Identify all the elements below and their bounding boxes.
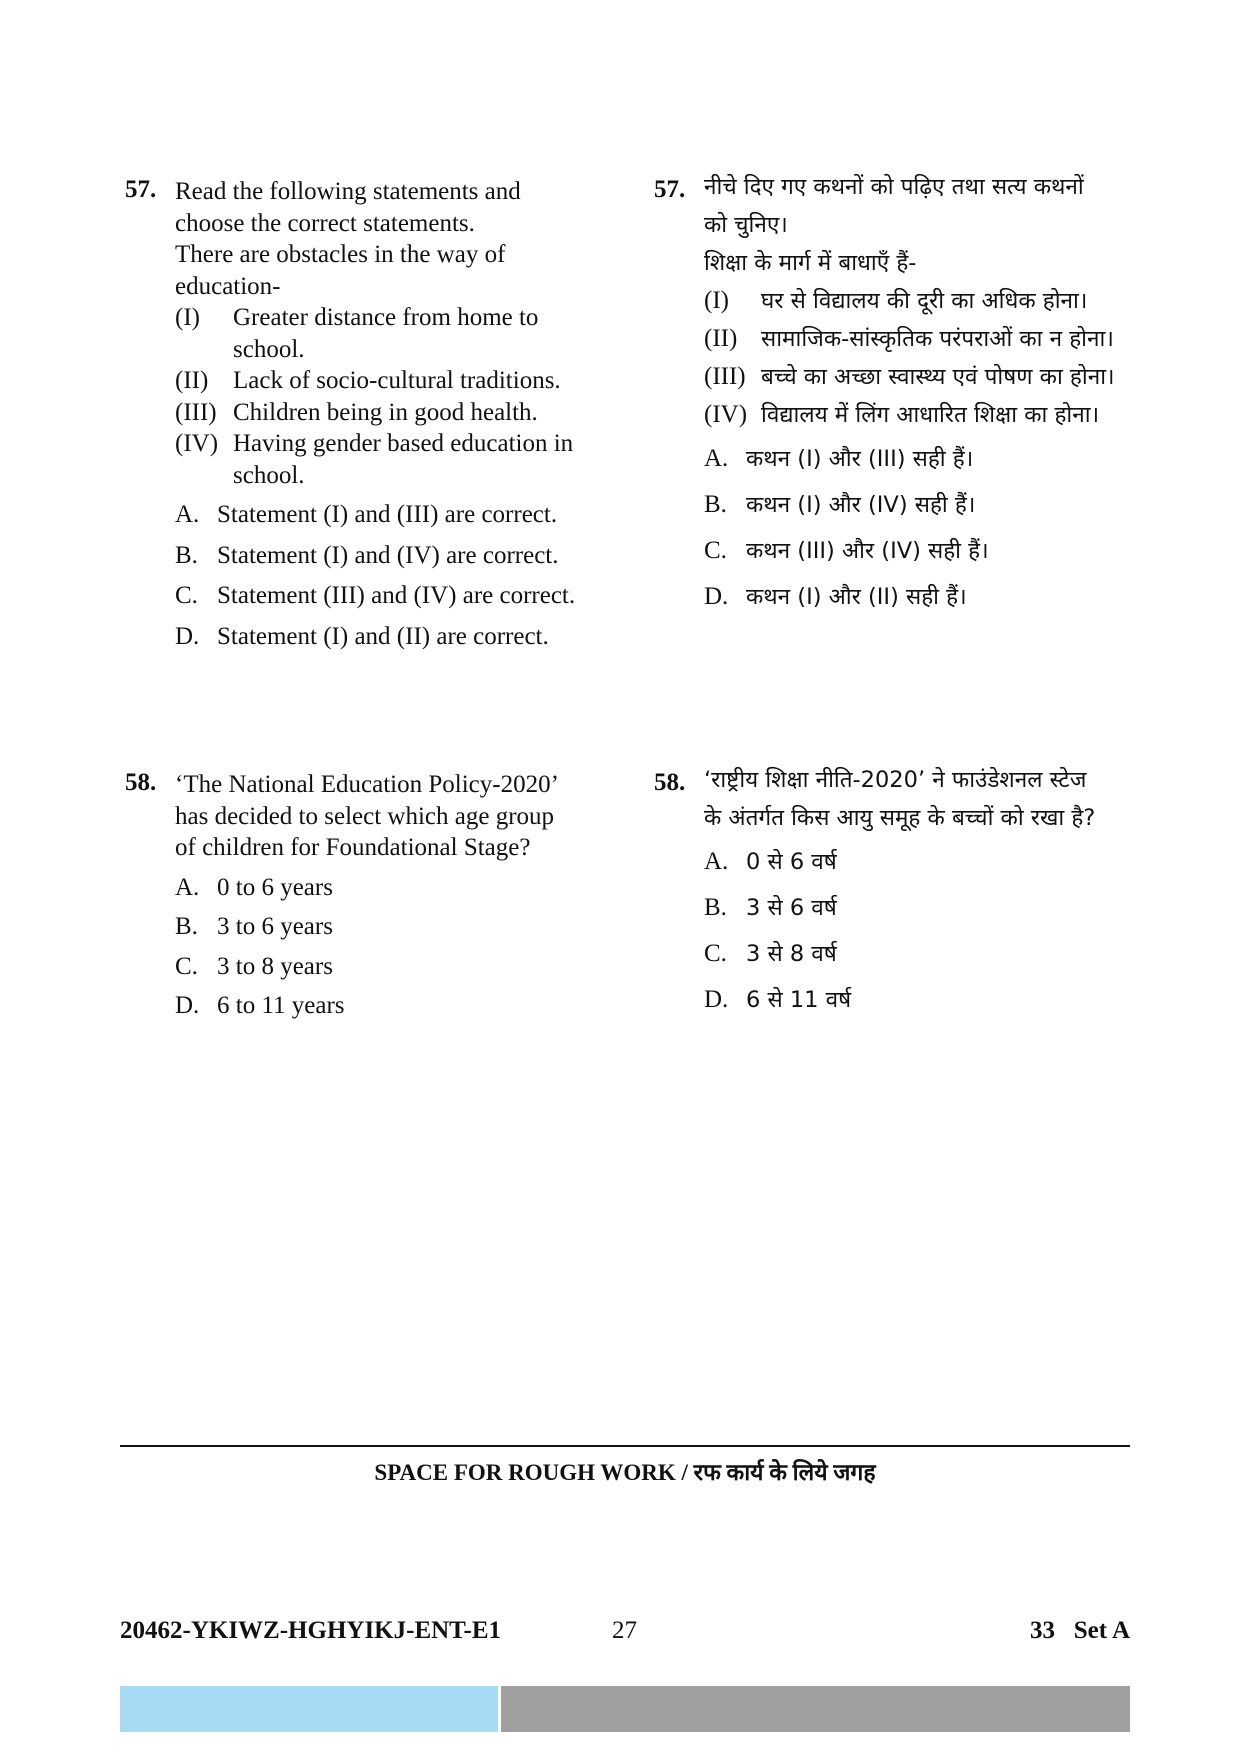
statement-item (175, 397, 607, 429)
option-label: C. (704, 940, 727, 967)
option-a[interactable] (175, 872, 607, 904)
option-text: 3 to 6 years (217, 913, 333, 940)
option-label: D. (175, 622, 200, 650)
statement-item (704, 358, 1134, 396)
option-a[interactable] (704, 843, 1144, 881)
statement-text: Lack of socio-cultural traditions. (233, 367, 561, 394)
option-text: 6 to 11 years (217, 992, 345, 1019)
option-text: 0 to 6 years (217, 873, 333, 901)
option-text: 3 से 8 वर्ष (746, 941, 837, 967)
option-label: B. (704, 491, 727, 518)
option-label: B. (175, 541, 198, 569)
option-c[interactable] (175, 951, 607, 983)
statement-item (704, 396, 1134, 434)
option-label: C. (175, 582, 198, 609)
option-text: 3 से 6 वर्ष (746, 895, 837, 921)
option-text: Statement (I) and (IV) are correct. (217, 541, 559, 569)
question-body (704, 761, 1144, 1019)
set-label: 33 Set A (1030, 1617, 1130, 1644)
option-text: कथन (I) और (IV) सही हैं। (746, 492, 976, 518)
question-stem-line: नीचे दिए गए कथनों को पढ़िए तथा सत्य कथनों (704, 174, 1084, 200)
question-stem-line: education- (175, 272, 281, 300)
option-label: A. (704, 848, 729, 875)
question-body (704, 168, 1134, 616)
statement-text: बच्चे का अच्छा स्वास्थ्य एवं पोषण का होना। (761, 364, 1115, 390)
statement-item (175, 428, 607, 491)
question-stem-line: choose the correct statements. (175, 209, 475, 237)
question-stem-line: of children for Foundational Stage? (175, 834, 531, 861)
statement-text: Having gender based education in school. (233, 430, 574, 489)
option-text: Statement (I) and (III) are correct. (217, 501, 558, 528)
option-d[interactable] (704, 578, 1134, 616)
question-stem-line: has decided to select which age group (175, 802, 555, 830)
option-label: D. (704, 583, 729, 610)
question-number: 57. (125, 176, 157, 203)
option-c[interactable] (704, 532, 1134, 570)
question-stem-line: को चुनिए। (704, 212, 788, 238)
option-text: 6 से 11 वर्ष (746, 987, 852, 1013)
statement-label: (II) (175, 367, 209, 394)
statement-item (175, 302, 607, 365)
option-c[interactable] (704, 935, 1144, 973)
option-text: Statement (I) and (II) are correct. (217, 622, 549, 650)
option-a[interactable] (704, 440, 1134, 478)
statement-label: (I) (175, 304, 200, 331)
statement-text: घर से विद्यालय की दूरी का अधिक होना। (761, 288, 1088, 314)
page-number: 27 (612, 1617, 637, 1644)
question-stem-line: There are obstacles in the way of (175, 241, 506, 268)
option-text: 0 से 6 वर्ष (746, 849, 837, 875)
statement-item (704, 282, 1134, 320)
question-stem-line: ‘राष्ट्रीय शिक्षा नीति-2020’ ने फाउंडेशनल स्टेज (704, 767, 1087, 793)
statement-label: (IV) (175, 430, 219, 457)
statement-item (704, 320, 1134, 358)
option-text: कथन (I) और (III) सही हैं। (746, 446, 974, 472)
option-b[interactable] (175, 540, 607, 572)
booklet-code: 20462-YKIWZ-HGHYIKJ-ENT-E1 (120, 1617, 502, 1644)
question-body (175, 176, 607, 652)
statement-label: (I) (704, 287, 729, 314)
option-c[interactable] (175, 580, 607, 612)
option-label: D. (704, 986, 729, 1013)
option-d[interactable] (175, 990, 607, 1022)
option-label: C. (704, 537, 727, 564)
rough-work-divider (120, 1445, 1130, 1447)
option-label: D. (175, 992, 200, 1019)
statement-item (175, 365, 607, 397)
option-b[interactable] (704, 889, 1144, 927)
question-stem-line: शिक्षा के मार्ग में बाधाएँ हैं- (704, 250, 917, 276)
option-b[interactable] (175, 911, 607, 943)
option-label: A. (175, 873, 200, 901)
option-a[interactable] (175, 499, 607, 531)
question-stem-line: Read the following statements and (175, 178, 521, 205)
option-label: A. (175, 501, 200, 528)
statement-label: (II) (704, 325, 738, 352)
footer-bar-gray (501, 1686, 1130, 1732)
statement-label: (IV) (704, 401, 748, 428)
question-number: 58. (125, 769, 157, 796)
option-d[interactable] (704, 981, 1144, 1019)
option-label: B. (175, 913, 198, 940)
option-label: C. (175, 952, 198, 980)
option-text: कथन (III) और (IV) सही हैं। (746, 538, 989, 564)
option-d[interactable] (175, 621, 607, 653)
rough-work-heading: SPACE FOR ROUGH WORK / रफ कार्य के लिये जगह (374, 1460, 876, 1485)
question-number: 58. (654, 769, 686, 796)
footer-bar-blue (120, 1686, 498, 1732)
statement-text: Children being in good health. (233, 398, 538, 426)
statement-label: (III) (704, 363, 746, 390)
option-b[interactable] (704, 486, 1134, 524)
option-text: कथन (I) और (II) सही हैं। (746, 584, 967, 610)
option-label: B. (704, 894, 727, 921)
option-text: Statement (III) and (IV) are correct. (217, 582, 576, 609)
option-text: 3 to 8 years (217, 952, 333, 980)
question-number: 57. (654, 176, 686, 203)
option-label: A. (704, 445, 729, 472)
statement-label: (III) (175, 398, 217, 426)
statement-text: सामाजिक-सांस्कृतिक परंपराओं का न होना। (761, 326, 1114, 352)
statement-text: Greater distance from home to school. (233, 304, 539, 363)
question-stem-line: ‘The National Education Policy-2020’ (175, 771, 559, 798)
question-body (175, 769, 607, 1022)
statement-text: विद्यालय में लिंग आधारित शिक्षा का होना। (761, 402, 1100, 428)
question-stem-line: के अंतर्गत किस आयु समूह के बच्चों को रखा है? (704, 805, 1096, 831)
